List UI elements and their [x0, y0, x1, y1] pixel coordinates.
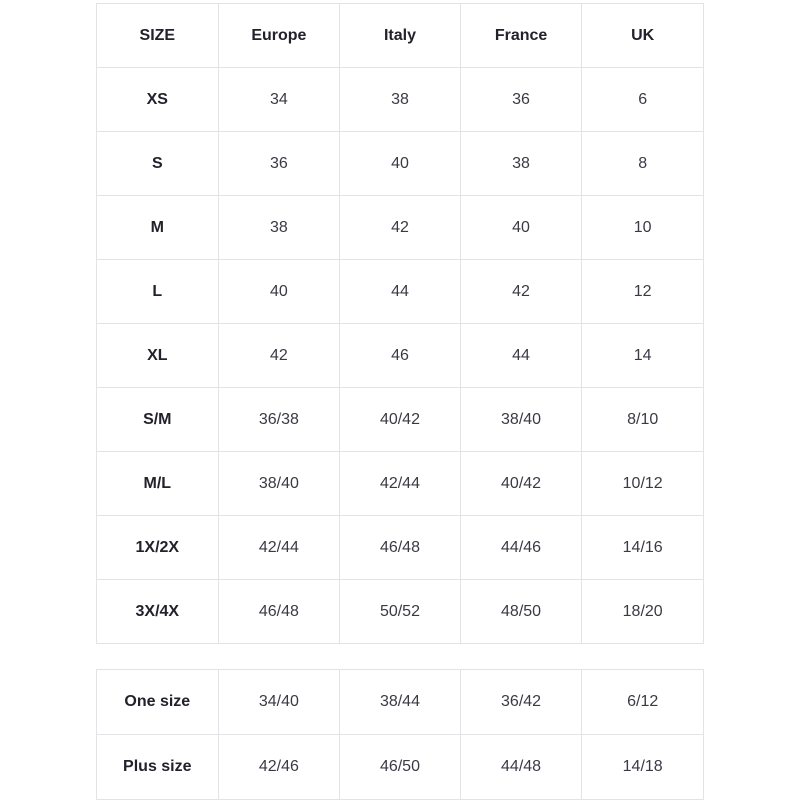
- cell-uk: 14: [582, 324, 704, 388]
- cell-france: 48/50: [460, 580, 582, 644]
- column-header-size: SIZE: [97, 4, 219, 68]
- table-row: [97, 735, 704, 800]
- cell-uk: 10/12: [582, 452, 704, 516]
- cell-europe: 38/40: [218, 452, 340, 516]
- cell-france: 40/42: [460, 452, 582, 516]
- cell-italy: 40/42: [340, 388, 461, 452]
- row-label: S/M: [97, 388, 219, 452]
- row-label: 3X/4X: [97, 580, 219, 644]
- row-label-plus-size: Plus size: [97, 735, 219, 800]
- cell-france: 44/48: [460, 735, 582, 800]
- cell-europe: 34: [218, 68, 340, 132]
- one-size-table-container: [96, 669, 704, 800]
- cell-italy: 46: [340, 324, 461, 388]
- cell-france: 42: [460, 260, 582, 324]
- cell-europe: 36: [218, 132, 340, 196]
- cell-uk: 14/16: [582, 516, 704, 580]
- cell-italy: 40: [340, 132, 461, 196]
- main-size-table-container: [96, 3, 704, 644]
- column-header-uk: UK: [582, 4, 704, 68]
- cell-france: 44/46: [460, 516, 582, 580]
- cell-europe: 34/40: [218, 670, 340, 735]
- row-label: L: [97, 260, 219, 324]
- table-row: [97, 670, 704, 735]
- cell-italy: 46/50: [340, 735, 461, 800]
- cell-uk: 14/18: [582, 735, 704, 800]
- cell-uk: 8: [582, 132, 704, 196]
- cell-europe: 46/48: [218, 580, 340, 644]
- cell-italy: 38/44: [340, 670, 461, 735]
- cell-italy: 42/44: [340, 452, 461, 516]
- cell-france: 36/42: [460, 670, 582, 735]
- cell-france: 36: [460, 68, 582, 132]
- table-row: [97, 452, 704, 516]
- cell-uk: 10: [582, 196, 704, 260]
- table-header-row: [97, 4, 704, 68]
- cell-italy: 50/52: [340, 580, 461, 644]
- table-row: [97, 324, 704, 388]
- cell-europe: 40: [218, 260, 340, 324]
- cell-france: 44: [460, 324, 582, 388]
- cell-uk: 6/12: [582, 670, 704, 735]
- column-header-france: France: [460, 4, 582, 68]
- cell-italy: 38: [340, 68, 461, 132]
- cell-europe: 36/38: [218, 388, 340, 452]
- cell-europe: 42/46: [218, 735, 340, 800]
- cell-uk: 6: [582, 68, 704, 132]
- cell-italy: 46/48: [340, 516, 461, 580]
- cell-europe: 38: [218, 196, 340, 260]
- cell-france: 38: [460, 132, 582, 196]
- row-label: M/L: [97, 452, 219, 516]
- table-row: [97, 260, 704, 324]
- cell-europe: 42/44: [218, 516, 340, 580]
- cell-italy: 42: [340, 196, 461, 260]
- table-row: [97, 580, 704, 644]
- table-row: [97, 516, 704, 580]
- cell-france: 40: [460, 196, 582, 260]
- row-label-one-size: One size: [97, 670, 219, 735]
- column-header-italy: Italy: [340, 4, 461, 68]
- row-label: S: [97, 132, 219, 196]
- table-row: [97, 388, 704, 452]
- main-size-table: [96, 3, 704, 644]
- row-label: XL: [97, 324, 219, 388]
- cell-italy: 44: [340, 260, 461, 324]
- cell-france: 38/40: [460, 388, 582, 452]
- table-row: [97, 68, 704, 132]
- cell-uk: 12: [582, 260, 704, 324]
- cell-europe: 42: [218, 324, 340, 388]
- row-label: 1X/2X: [97, 516, 219, 580]
- cell-uk: 8/10: [582, 388, 704, 452]
- cell-uk: 18/20: [582, 580, 704, 644]
- table-row: [97, 132, 704, 196]
- table-row: [97, 196, 704, 260]
- row-label: XS: [97, 68, 219, 132]
- column-header-europe: Europe: [218, 4, 340, 68]
- one-size-table: [96, 669, 704, 800]
- row-label: M: [97, 196, 219, 260]
